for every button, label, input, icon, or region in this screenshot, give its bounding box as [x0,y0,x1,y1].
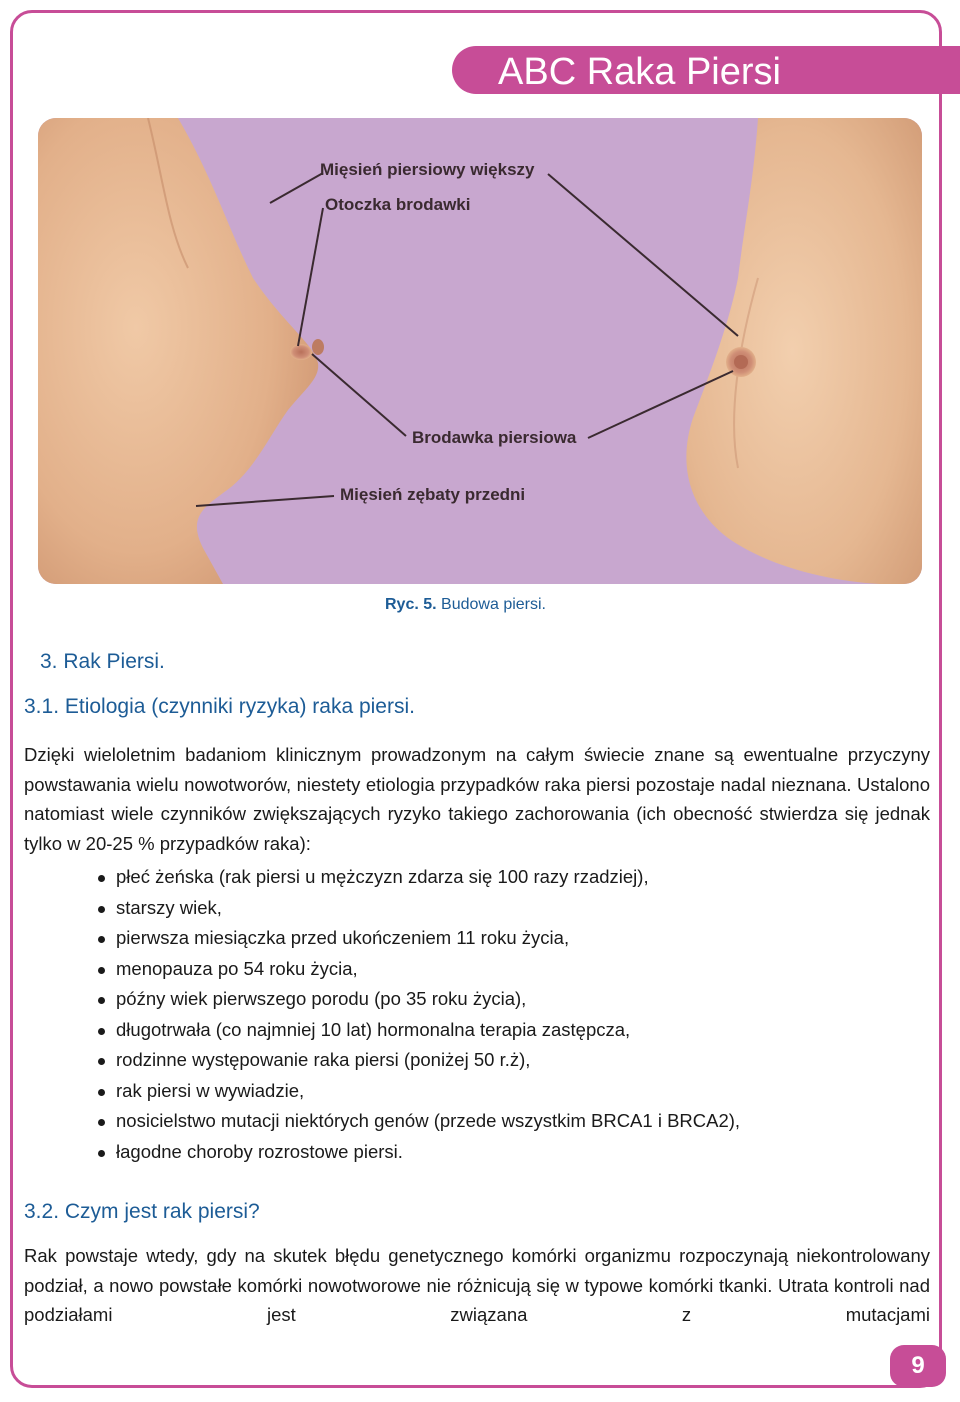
section-heading-etiologia: 3.1. Etiologia (czynniki ryzyka) raka piersi. [24,695,415,718]
list-item: nosicielstwo mutacji niektórych genów (przede wszystkim BRCA1 i BRCA2), [98,1106,740,1137]
list-item: rodzinne występowanie raka piersi (poniżej 50 r.ż), [98,1045,740,1076]
caption-text: Budowa piersi. [441,596,546,613]
list-item: starszy wiek, [98,893,740,924]
figure-caption [385,596,546,614]
label-pectoralis-major: Mięsień piersiowy większy [320,160,535,179]
list-item: pierwsza miesiączka przed ukończeniem 11 roku życia, [98,923,740,954]
list-item: rak piersi w wywiadzie, [98,1076,740,1107]
list-item: płeć żeńska (rak piersi u mężczyzn zdarza się 100 razy rzadziej), [98,862,740,893]
list-item: menopauza po 54 roku życia, [98,954,740,985]
definition-paragraph: Rak powstaje wtedy, gdy na skutek błędu genetycznego komórki organizmu rozpoczynają niekontrolowany podział, a nowo powstałe komórki nowotworowe nie różnicują się w typowe komórki tkanki. Utrata kontroli nad podziałami jest związana z mutacjami [24,1245,930,1325]
page-title: ABC Raka Piersi [498,51,781,93]
list-item: długotrwała (co najmniej 10 lat) hormonalna terapia zastępcza, [98,1015,740,1046]
label-areola: Otoczka brodawki [325,195,471,214]
breast-anatomy-illustration [38,118,922,584]
section-heading-rak-piersi: 3. Rak Piersi. [40,650,165,673]
list-item: późny wiek pierwszego porodu (po 35 roku życia), [98,984,740,1015]
section-heading-czym-jest: 3.2. Czym jest rak piersi? [24,1200,260,1223]
etiology-paragraph: Dzięki wieloletnim badaniom klinicznym prowadzonym na całym świecie znane są ewentualne przyczyny powstawania wielu nowotworów, niestety etiologia przypadków raka piersi pozostaje nadal nieznana. Ustalono natomiast wiele czynników zwiększających ryzyko takiego zachorowania (ich obecność stwierdza się jednak tylko w 20-25 % przypadków raka): [24,744,930,854]
breast-anatomy-figure [38,118,922,584]
label-nipple: Brodawka piersiowa [412,428,577,447]
list-item: łagodne choroby rozrostowe piersi. [98,1137,740,1168]
risk-factor-list [98,862,740,1167]
page-number: 9 [911,1352,925,1379]
label-serratus-anterior: Mięsień zębaty przedni [340,485,526,504]
caption-prefix: Ryc. 5. [385,596,437,613]
